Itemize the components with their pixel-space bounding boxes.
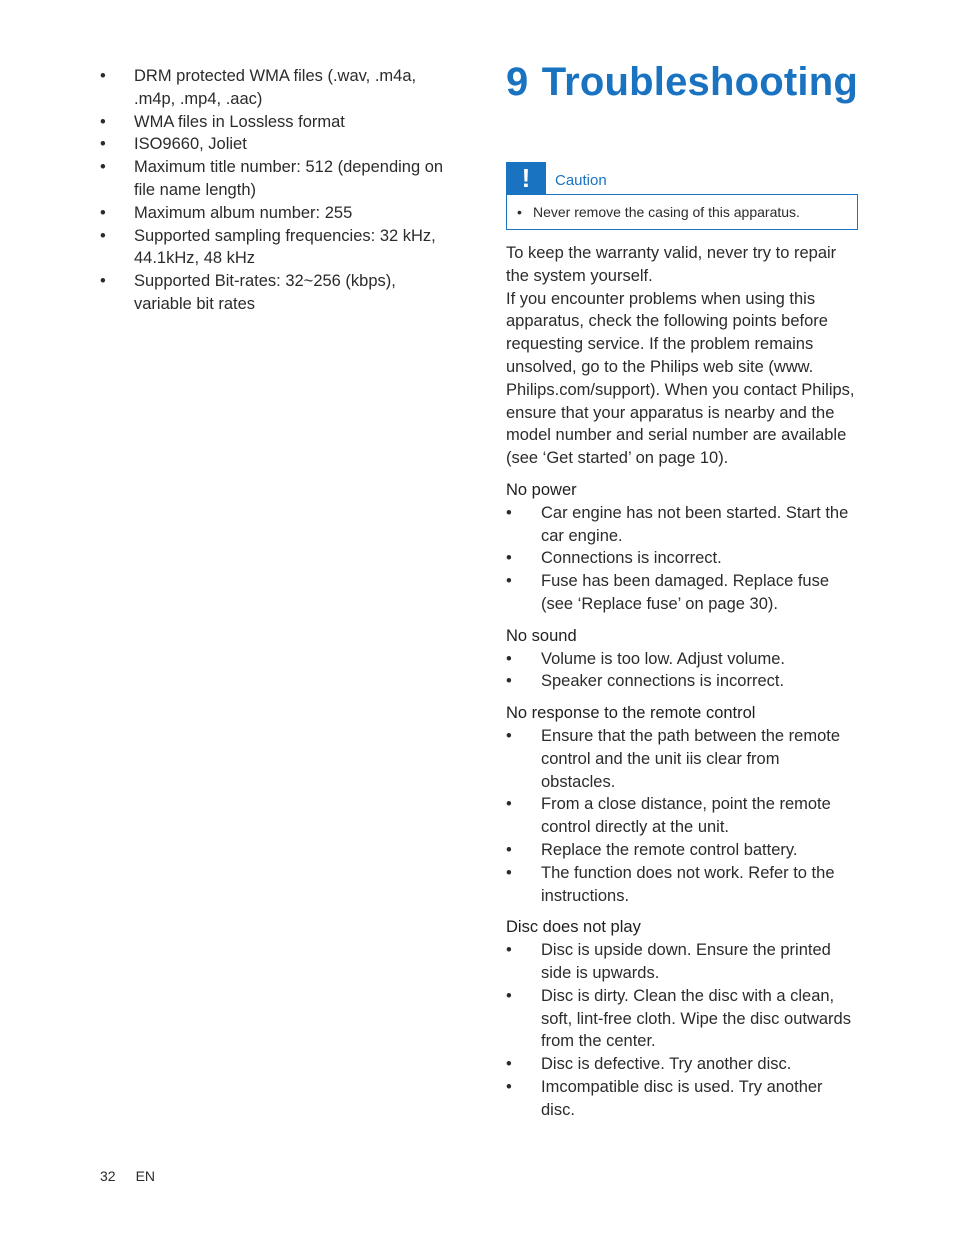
caution-label: Caution: [555, 172, 607, 189]
section-list: [506, 648, 858, 694]
right-column: [506, 60, 858, 1121]
list-item: • DRM protected WMA files (.wav, .m4a, .m4p, .mp4, .aac): [100, 65, 450, 111]
section-list: [506, 939, 858, 1121]
list-item: • Supported sampling frequencies: 32 kHz, 44.1kHz, 48 kHz: [100, 225, 450, 271]
section-heading: No sound: [506, 626, 577, 645]
chapter-number: 9: [506, 60, 529, 104]
chapter-heading: [506, 60, 858, 124]
section-list: [506, 725, 858, 907]
intro-paragraph: To keep the warranty valid, never try to repair the system yourself.: [506, 244, 837, 285]
list-item: • Maximum title number: 512 (depending on file name length): [100, 156, 450, 202]
list-item: • Speaker connections is incorrect.: [506, 670, 858, 693]
list-item: • The function does not work. Refer to the instructions.: [506, 862, 858, 908]
list-item: • ISO9660, Joliet: [100, 133, 450, 156]
list-item: • Replace the remote control battery.: [506, 839, 858, 862]
list-item: • Supported Bit-rates: 32~256 (kbps), variable bit rates: [100, 270, 450, 316]
list-item: • Imcompatible disc is used. Try another disc.: [506, 1076, 858, 1122]
list-item: • Car engine has not been started. Start the car engine.: [506, 502, 858, 548]
caution-box: [506, 162, 858, 230]
chapter-title: Troubleshooting: [541, 60, 858, 104]
caution-item: • Never remove the casing of this apparatus.: [517, 204, 847, 220]
page-footer: [100, 1168, 155, 1184]
page-number: 32: [100, 1168, 116, 1184]
caution-body: [506, 195, 858, 230]
list-item: • Volume is too low. Adjust volume.: [506, 648, 858, 671]
language-code: EN: [135, 1168, 156, 1184]
caution-header: [506, 162, 858, 195]
list-item: • Disc is defective. Try another disc.: [506, 1053, 858, 1076]
section-no-sound: [506, 625, 858, 693]
section-heading: No power: [506, 480, 577, 499]
section-heading: Disc does not play: [506, 918, 641, 937]
list-item: • Disc is dirty. Clean the disc with a clean, soft, lint-free cloth. Wipe the disc outwards from the center.: [506, 985, 858, 1053]
section-no-remote-response: [506, 702, 858, 907]
list-item: • WMA files in Lossless format: [100, 111, 450, 134]
list-item: • Connections is incorrect.: [506, 547, 858, 570]
list-item: • Fuse has been damaged. Replace fuse (see ‘Replace fuse’ on page 30).: [506, 570, 858, 616]
section-heading: No response to the remote control: [506, 704, 756, 723]
section-list: [506, 502, 858, 616]
intro-paragraph: If you encounter problems when using this apparatus, check the following points before requesting service. If the problem remains unsolved, go to the Philips web site (www. Philips.com/support). When you contact Philips, ensure that your apparatus is nearby and the model number and serial number are available (see ‘Get started’ on page 10).: [506, 289, 855, 468]
list-item: • From a close distance, point the remote control directly at the unit.: [506, 793, 858, 839]
format-spec-list: [100, 65, 450, 316]
section-no-power: [506, 479, 858, 616]
list-item: • Maximum album number: 255: [100, 202, 450, 225]
list-item: • Ensure that the path between the remote control and the unit iis clear from obstacles.: [506, 725, 858, 793]
section-disc-not-play: [506, 916, 858, 1121]
exclamation-icon: !: [506, 162, 546, 194]
left-column: [100, 65, 450, 316]
list-item: • Disc is upside down. Ensure the printed side is upwards.: [506, 939, 858, 985]
